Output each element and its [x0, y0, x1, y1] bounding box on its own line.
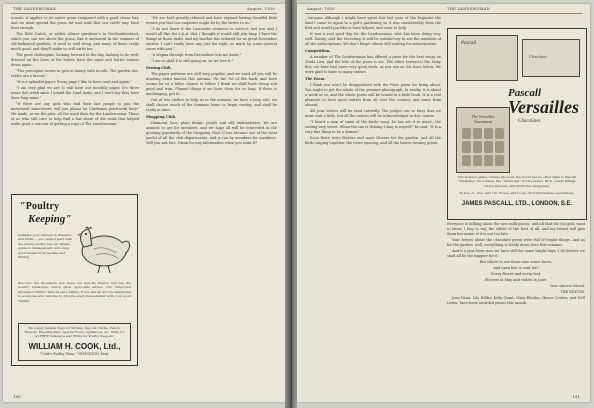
ad-product-sub: Chocolates [518, 119, 541, 124]
paragraph: I think you won't be disappointed with the Prize poem we bring about. You ought to get the whole of the genuine photograph. In reality, it is about a week or so, and the whole poem will be issued in a little book. It is a real pleasure to have good entries from all over the country, and some from abroad. [305, 83, 441, 107]
verse-line: Every flower and every leaf, [491, 272, 541, 276]
paragraph: "I heard a man of some of the birds' song: he has set it to music, the ending very sweet. When the sun is shining I sing to myself," he said, "it is a very fine thing to be a farmer." [305, 120, 441, 134]
chocolate-piece-icon [473, 128, 482, 139]
left-page-number: 190 [13, 394, 21, 399]
ad-price: In 4oz, 1/-, 8oz, and 1 lb. Boxes, and loose. Of Confectioners everywhere. [459, 191, 575, 195]
ad-description: awakens your interest in Pleasure and Profit — you cannot start with the wrong stocks; see our simple guide to management, and enjoy good results from feeding and finding [18, 233, 73, 260]
poultry-keeping-advertisement [11, 194, 138, 366]
right-head-rule [305, 13, 582, 14]
right-running-head: THE LANDSWOMAN [447, 7, 491, 11]
ad-headline-1: "Poultry [20, 201, 60, 212]
chocolate-piece-icon [473, 155, 482, 166]
paragraph: "I am so glad it is still going on, as we love it." [151, 59, 234, 63]
paragraph: The good clothespins, looking forward to the day, looking to be well-dressed on the lawn of the butter, beat the same and butter tomato down again. [11, 53, 139, 67]
left-running-head: THE LANDSWOMAN [13, 7, 57, 11]
right-page [297, 4, 590, 402]
right-running-date: August, 1920 [307, 7, 335, 11]
chocolate-piece-icon [495, 141, 504, 152]
hen-illustration-icon [70, 223, 134, 275]
right-column-2 [447, 222, 585, 388]
paragraph: "We are both greatly relieved and have enjoyed having dreadful little events you that our enquiries might be by the better to us." [146, 16, 277, 25]
section-heading-shopping-club: Shopping Club. [146, 115, 177, 119]
versailles-chocolates-advertisement [447, 28, 587, 220]
section-heading-sewing-club: Sewing Club. [146, 66, 172, 70]
paragraph: Your letters about the chocolate poem were full of bright things. And as for the garden, well, everything is lovely down here this summer. [447, 238, 585, 247]
tray-label: The Versailles Assortment [471, 114, 495, 124]
section-heading-poem: The Poem. [305, 77, 326, 81]
paragraph: A number of The Landswoman has offered a prize for the best essay on Trade Law, and the title of the poem is set. The other (extracts) the lucky few; we have had some very good work, as you see on the lines below. We were glad to have so many entries. [305, 55, 441, 74]
chocolate-piece-icon [462, 155, 471, 166]
chocolate-tin-illustration [456, 35, 518, 81]
ad-address: "Cook's Poultry Farm," ORPINGTON, Kent. [39, 352, 110, 356]
paragraph: The little Dutch, or rather Alsace gardener's in Northumberland, which you can see above the grass, like it answered in the summer of old-fashioned gardens. It used to well sleep, and many of these really much good, and they'll make us still earth too. [11, 32, 139, 51]
tin-label: Pascall [461, 41, 476, 46]
chocolate-piece-icon [484, 141, 493, 152]
chocolate-tray-illustration [456, 107, 510, 173]
chocolate-piece-icon [462, 141, 471, 152]
paragraph: It was a real good day for the Landswoman, who has been doing very well. Surely, said the Secretary, it will be satisfactory to see the numbers of all the subscriptions. We don't forget others still waiting for subscriptions. [305, 32, 441, 46]
ad-description-2: Discover the thousands who have our Special Poultry and use the Poultry Catalogue, which gives up-to-date advice. Our "Improved Incubator Outfits" with its pure Tables, Food, and all are recommended to everyone who will like to provide every householder with your good Tablets. [18, 281, 131, 303]
paragraph: "It is a splendid paper. Every page I like to have read and again." [16, 80, 132, 84]
ad-advertiser-name: WILLIAM H. COOK, Ltd., [28, 342, 121, 351]
chocolate-piece-icon [484, 155, 493, 166]
ad-order-box [18, 323, 131, 361]
paragraph: And if a year from now we have still the same bright days, I do believe we shall all be the happier for it. [447, 249, 585, 258]
box-label: Chocolates [529, 54, 547, 59]
ad-copy: The modern palate craving the best, the world has no other taste to Pascall "Versailles" Chocolates, the "Aristocrat" of Chocolates. Rich, cream fillings, choice flavours, and attractive wrappings. [457, 175, 577, 188]
chocolate-grid [462, 128, 504, 166]
book-gutter [285, 0, 297, 408]
ad-free-offer: We supply reliable Eggs for Sittings, Day-old Chicks, Pullets, Feeders, Breeding Pens. Special Foods, Appliances, etc. Write for our FREE Catalogue and "Hints for Poultry Keepers". [24, 326, 125, 338]
section-heading-competition: Competition. [305, 49, 331, 53]
paragraph: ...because although I might have spent this last year of the beginner the land I came to again to a girl's gardening so it was considerably from the first and would you like to have helped, and want to help. [305, 16, 441, 30]
paragraph: tomato, it applies to its native grass compared with a good clover hay, and we must spread the grass far and wide that our cattle may have food enough. [11, 16, 139, 30]
left-column-1-top [11, 16, 139, 192]
paragraph: Out of two clothes to help us in the autumn, we have a long sale; we shall choose much of the Summer home to begin sewing, and shall be ready in time. [146, 98, 277, 112]
paragraph: Everyone is talking about the new milk pieces, and all that the tea girls want to know. I beg to say, the whole of the best of all, and my friend will give them her name, if it is not too late. [447, 222, 585, 236]
paragraph: Joan Dean, Lily Hilder, Kitty Grant, Mary Rhodes, Honor Cowles, and Nell Lewis, have been awarded prizes this month. [447, 296, 585, 305]
paragraph: "I am very glad we are to still have our monthly paper. It's three years this week since I joined the Land Army, and I can't say they have done long mine." [11, 86, 139, 100]
paragraph: All your letters will be read carefully. The judges are so busy that we must wait a little, but all the entries will be acknowledged in due course. [305, 109, 441, 118]
letter-signature: THE EDITOR. [560, 290, 585, 294]
paragraph: "If there are any girls who find their last people to join the movement somewhere, will you please let Christmas patchwork fairy? We made, as we the girls, all the work done for the Landswoman. Those of us who still care to help find a fair share of the work that helped make good a success of getting a copy of The Landswoman." [11, 102, 139, 126]
letter-closing: Your sincere friend, [550, 284, 585, 288]
right-page-number: 191 [572, 394, 580, 399]
paragraph: "A stigma through from Devonshire lets me know." [151, 53, 242, 57]
paragraph: "I do not know if the Lancaster sentence is correct, but you and I would all like the L.A.A. that I thought it would still join busy. I have the things at those tasks, and my brother has ordered for us great November entries. I can't really have any just the right, as much by some general cases with you." [146, 27, 277, 51]
chocolate-piece-icon [495, 128, 504, 139]
verse-line: Flowers in May and violets in June. [484, 278, 548, 282]
chocolate-box-illustration [522, 39, 580, 77]
ad-maker: JAMES PASCALL, LTD., LONDON, S.E. [461, 201, 573, 207]
verse-line: But where to see those rare sweet faces, [479, 260, 553, 264]
left-running-date: August, 1920 [247, 7, 275, 11]
right-column-1 [305, 16, 441, 388]
paragraph: The paper patterns are still very popular, and we need all you will be drawing extra fancies this autumn. On the 1st of the back, and have rooms for us a fuller chance to follow. I think we shall have cheap and good and trim. Flannel things if we have them for so long. If there is unchanging, put in. [146, 72, 277, 96]
chocolate-piece-icon [473, 141, 482, 152]
chocolate-piece-icon [484, 128, 493, 139]
left-column-2 [146, 16, 277, 388]
left-head-rule [11, 13, 277, 14]
chocolate-piece-icon [462, 128, 471, 139]
ad-headline-2: Keeping" [28, 213, 72, 225]
paragraph: Soon there were flowers and more flowers for the garden, and all the birds singing together, the roses opening, and all the leaves turning green. [305, 136, 441, 145]
left-page [3, 4, 285, 402]
verse-line: And open fair to wait for? [493, 266, 539, 270]
ad-brand: Pascall [508, 87, 541, 99]
chocolate-piece-icon [495, 155, 504, 166]
ad-product-name: Versailles [508, 97, 580, 117]
paragraph: "The porcupine seems to grin in luxury with mouth. The garden doc-tables are a favour." [11, 69, 139, 78]
paragraph: Diamond, lace, plain things, pearls and silk embroideries. We are anxious to get for members, and we hope all will be interested in the growing popularity of the Shopping Club. It has become one of the most useful of all the club departments, and is run by members for members. Will you ask Mrs. Dixon for any information when you want it? [146, 121, 277, 145]
